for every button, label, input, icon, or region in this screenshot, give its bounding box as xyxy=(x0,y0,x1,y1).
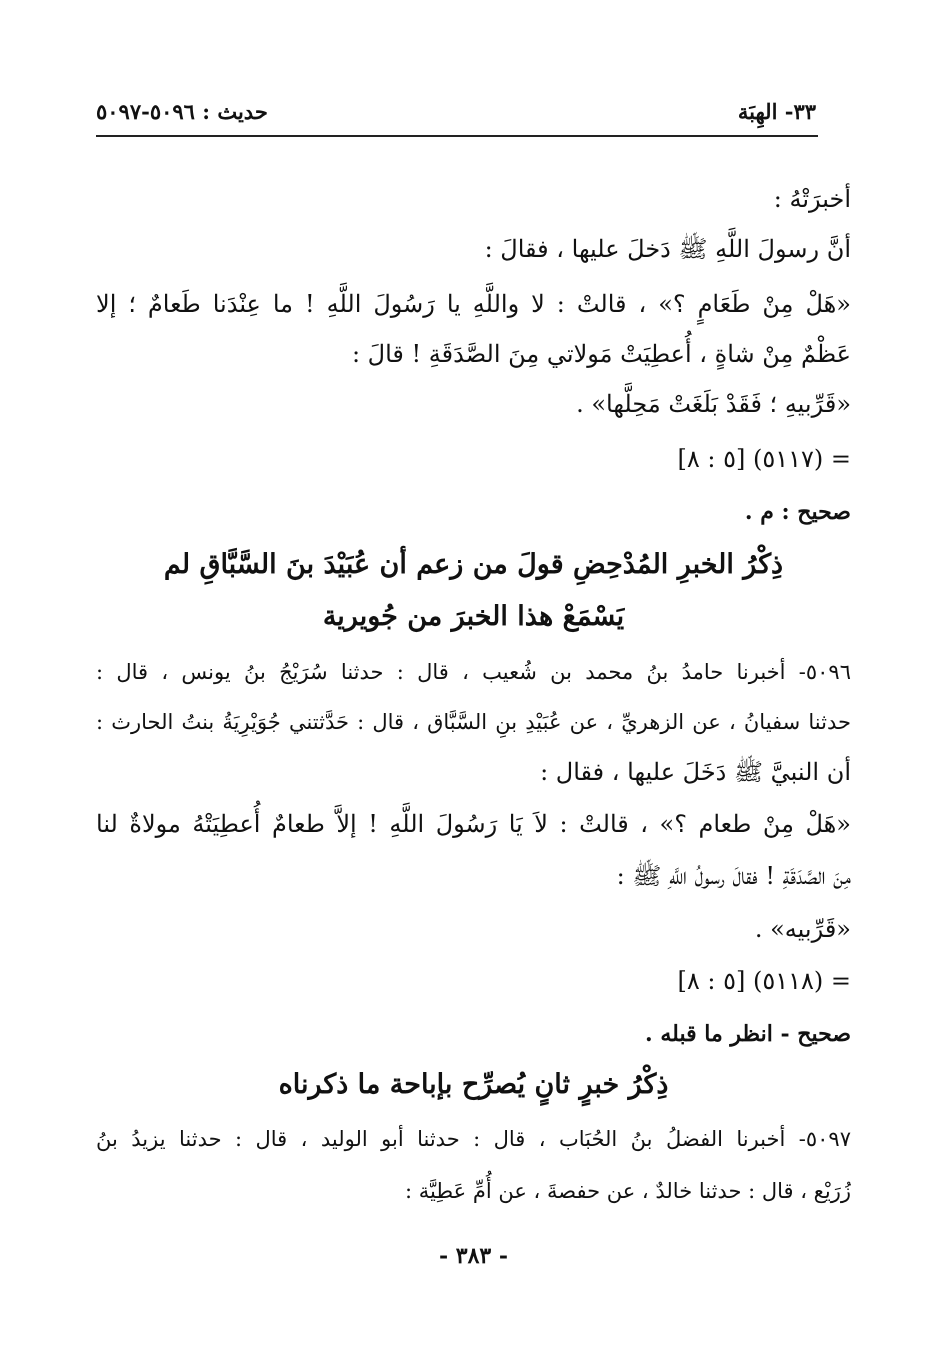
cross-reference: = (٥١١٨) [٥ : ٨] xyxy=(677,967,851,995)
text-line: «هَلْ مِنْ طعام ؟» ، قالتْ : لاَ يَا رَسُولَ اللَّهِ ! إلاَّ طعامٌ أُعطِيَتْهُ مولاةٌ لنا xyxy=(96,810,851,838)
text-line: مِنَ الصَّدَقَةِ ! فقالَ رسولُ اللَّهِ ﷺ : xyxy=(616,862,851,890)
section-heading: يَسْمَعْ هذا الخبرَ من جُويرية xyxy=(322,601,625,632)
page-number: - ٣٨٣ - xyxy=(438,1243,509,1269)
running-header xyxy=(96,96,816,126)
text-line: أخبرَتْهُ : xyxy=(773,185,851,213)
text-line: أن النبيَّ ﷺ دَخَلَ عليها ، فقال : xyxy=(540,758,851,786)
grading-note: صحيح - انظر ما قبله . xyxy=(645,1021,851,1047)
text-line: زُرَيْع ، قال : حدثنا خالدٌ ، عن حفصةَ ، عن أُمِّ عَطِيَّة : xyxy=(405,1179,851,1203)
chapter-title: ٣٣- الهِبَة xyxy=(737,98,816,124)
hadith-5097-isnad: ٥٠٩٧- أخبرنا الفضلُ بنُ الحُبَاب ، قال : حدثنا أبو الوليد ، قال : حدثنا يزيدُ بنُ xyxy=(96,1127,851,1151)
text-line: «هَلْ مِنْ طَعَامٍ ؟» ، قالتْ : لا واللَّهِ يا رَسُولَ اللَّهِ ! ما عِنْدَنا طَعامٌ ؛ إلا xyxy=(96,290,851,318)
text-line: عَظْمٌ مِنْ شاةٍ ، أُعطِيَتْ مَولاتي مِنَ الصَّدَقَةِ ! قالَ : xyxy=(351,340,851,368)
text-line: «قَرِّبيهِ ؛ فَقَدْ بَلَغَتْ مَحِلَّها» . xyxy=(576,390,851,418)
text-line: «قَرِّبيه» . xyxy=(754,915,851,943)
hadith-5096-isnad: ٥٠٩٦- أخبرنا حامدُ بنُ محمد بن شُعيب ، قال : حدثنا سُرَيْجُ بنُ يونس ، قال : xyxy=(96,660,851,684)
grading-note: صحيح : م . xyxy=(744,499,851,525)
hadith-range: حديث : ٥٠٩٦-٥٠٩٧ xyxy=(96,98,268,124)
header-divider xyxy=(96,135,818,137)
section-heading: ذِكْرُ خبرٍ ثانٍ يُصرِّح بإباحة ما ذكرناه xyxy=(278,1069,669,1100)
text-line: أنَّ رسولَ اللَّهِ ﷺ دَخلَ عليها ، فقالَ : xyxy=(484,235,851,263)
section-heading: ذِكْرُ الخبرِ المُدْحِضِ قولَ من زعم أن عُبَيْدَ بنَ السَّبَّاقِ لم xyxy=(163,549,784,580)
text-line: حدثنا سفيانُ ، عن الزهريِّ ، عن عُبَيْدِ بنِ السَّبَّاق ، قال : حَدَّثتني جُوَيْرِيَةُ بنتُ الحارث : xyxy=(96,710,851,734)
cross-reference: = (٥١١٧) [٥ : ٨] xyxy=(677,445,851,473)
